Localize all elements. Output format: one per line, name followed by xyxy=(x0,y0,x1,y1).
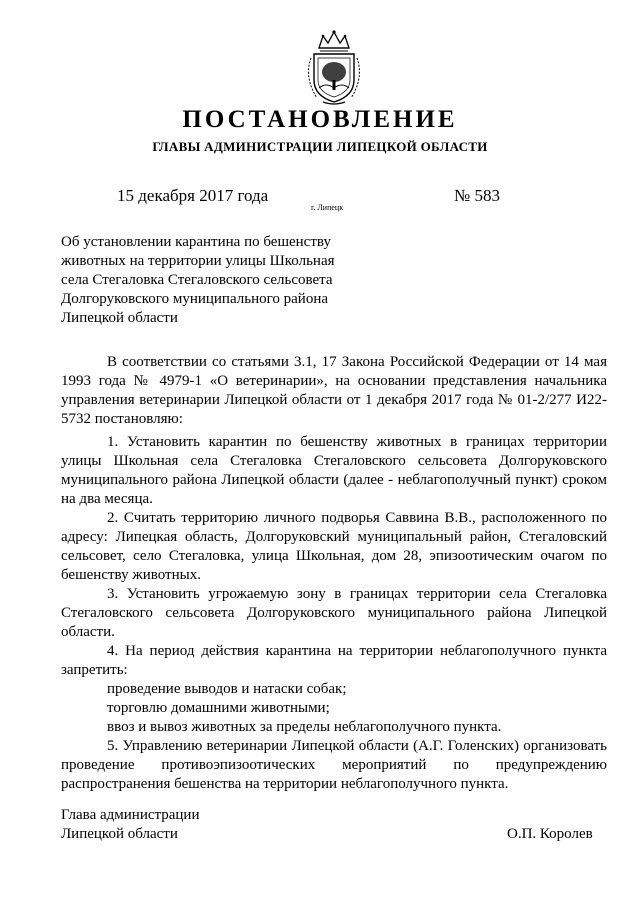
signer-role xyxy=(61,806,199,844)
intro-paragraph: В соответствии со статьями 3.1, 17 Закона Российской Федерации от 14 мая 1993 года № 4979-1 «О ветеринарии», на основании представления начальника управления ветеринарии Липецкой области от 1 декабря 2017 года № 01-2/277 И22-5732 постановляю: xyxy=(61,354,607,427)
document-subtitle: ГЛАВЫ АДМИНИСТРАЦИИ ЛИПЕЦКОЙ ОБЛАСТИ xyxy=(152,139,488,154)
prohibition-1: проведение выводов и натаски собак; xyxy=(107,681,347,697)
prohibition-2: торговлю домашними животными; xyxy=(107,700,330,716)
document-title: ПОСТАНОВЛЕНИЕ xyxy=(182,106,458,133)
item-4: 4. На период действия карантина на территории неблагополучного пункта запретить: xyxy=(61,643,607,678)
document-number: № 583 xyxy=(454,186,500,205)
item-3: 3. Установить угрожаемую зону в границах территории села Стегаловка Стегаловского сельсовета Долгоруковского муниципального района Липецкой области. xyxy=(61,586,607,640)
item-2: 2. Считать территорию личного подворья Саввина В.В., расположенного по адресу: Липецкая область, Долгоруковский муниципальный район, Стегаловский сельсовет, село Стегаловка, улица Школьная, дом 28, эпизоотическим очагом по бешенству животных. xyxy=(61,510,607,583)
document-subject: Об установлении карантина по бешенству животных на территории улицы Школьная села Стегаловка Стегаловского сельсовета Долгоруковского муниципального района Липецкой области xyxy=(61,234,335,326)
item-1: 1. Установить карантин по бешенству животных в границах территории улицы Школьная села Стегаловка Стегаловского сельсовета Долгоруковского муниципального района Липецкой области (далее - неблагополучный пункт) сроком на два месяца. xyxy=(61,434,607,507)
lipetsk-coat-of-arms-icon xyxy=(299,28,369,106)
document-city: г. Липецк xyxy=(311,203,344,212)
prohibition-3: ввоз и вывоз животных за пределы неблагополучного пункта. xyxy=(107,719,502,735)
document-items xyxy=(61,423,607,794)
signer-name: О.П. Королев xyxy=(507,826,593,842)
document-intro xyxy=(61,353,607,429)
document-date: 15 декабря 2017 года xyxy=(117,186,269,205)
signer-role-line-1: Глава администрации xyxy=(61,807,200,823)
item-5: 5. Управлению ветеринарии Липецкой области (А.Г. Голенских) организовать проведение противоэпизоотических мероприятий по предупреждению распространения бешенства на территории неблагополучного пункта. xyxy=(61,738,607,792)
signer-role-line-2: Липецкой области xyxy=(61,826,178,842)
